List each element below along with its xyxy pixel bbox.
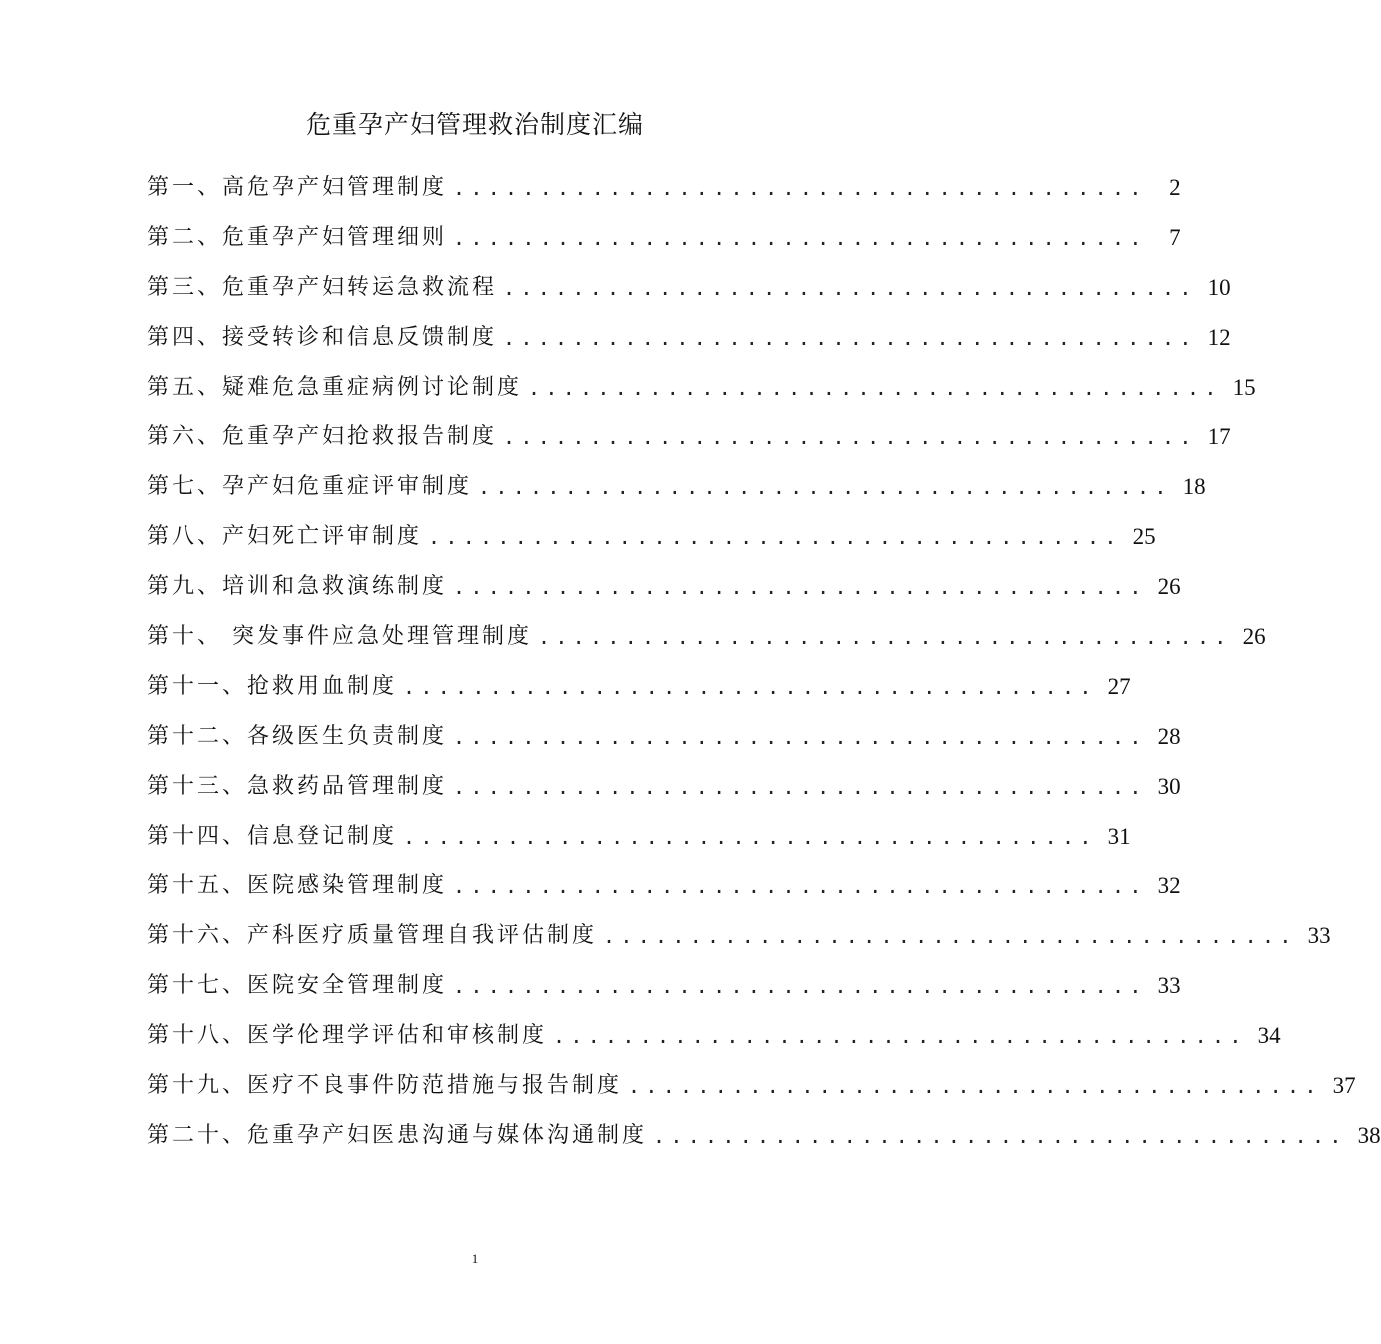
toc-entry-label: 第十四、信息登记制度 — [147, 823, 398, 849]
toc-dot-leader: ........................................ — [503, 325, 1197, 350]
toc-entry-page: 28 — [1157, 723, 1181, 749]
toc-entry[interactable] — [147, 662, 1131, 712]
toc-dot-leader: ........................................ — [453, 974, 1147, 999]
toc-dot-leader: ........................................ — [538, 624, 1232, 649]
toc-entry-page: 15 — [1232, 374, 1256, 400]
toc-entry-label: 第八、产妇死亡评审制度 — [147, 524, 423, 550]
document-title: 危重孕产妇管理救治制度汇编 — [305, 110, 644, 139]
toc-entry[interactable] — [147, 911, 1331, 961]
toc-entry-page: 37 — [1332, 1072, 1356, 1098]
toc-dot-leader: ........................................ — [503, 425, 1197, 450]
toc-entry-page: 27 — [1107, 673, 1131, 699]
toc-dot-leader: ........................................ — [553, 1024, 1247, 1049]
toc-entry-page: 18 — [1182, 474, 1206, 500]
toc-entry-page: 31 — [1107, 823, 1131, 849]
toc-entry[interactable] — [147, 612, 1266, 662]
toc-entry-label: 第十九、医疗不良事件防范措施与报告制度 — [147, 1072, 623, 1098]
toc-entry[interactable] — [147, 512, 1156, 562]
toc-entry-page: 25 — [1132, 524, 1156, 550]
toc-entry-page: 33 — [1307, 923, 1331, 949]
toc-entry-page: 26 — [1242, 623, 1266, 649]
table-of-contents — [147, 163, 1381, 1161]
toc-dot-leader: ........................................ — [453, 175, 1147, 200]
toc-entry[interactable] — [147, 961, 1181, 1011]
toc-entry-label: 第十八、医学伦理学评估和审核制度 — [147, 1023, 548, 1049]
toc-entry-label: 第九、培训和急救演练制度 — [147, 574, 448, 600]
toc-entry-label: 第六、危重孕产妇抢救报告制度 — [147, 424, 498, 450]
toc-dot-leader: ........................................ — [453, 724, 1147, 749]
toc-entry-label: 第十二、各级医生负责制度 — [147, 723, 448, 749]
toc-entry-label: 第十七、医院安全管理制度 — [147, 973, 448, 999]
toc-dot-leader: ........................................ — [453, 774, 1147, 799]
toc-entry[interactable] — [147, 1011, 1281, 1061]
toc-dot-leader: ........................................ — [653, 1123, 1347, 1148]
toc-entry[interactable] — [147, 562, 1181, 612]
toc-entry-page: 26 — [1157, 574, 1181, 600]
toc-entry-page: 12 — [1207, 324, 1231, 350]
toc-entry[interactable] — [147, 213, 1181, 263]
toc-entry-label: 第五、疑难危急重症病例讨论制度 — [147, 374, 523, 400]
toc-entry-label: 第十五、医院感染管理制度 — [147, 873, 448, 899]
page-number: 1 — [471, 1251, 479, 1266]
toc-dot-leader: ........................................ — [428, 525, 1122, 550]
toc-entry-label: 第十六、产科医疗质量管理自我评估制度 — [147, 923, 598, 949]
toc-entry-label: 第一、高危孕产妇管理制度 — [147, 174, 448, 200]
toc-entry-page: 34 — [1257, 1023, 1281, 1049]
toc-dot-leader: ........................................ — [478, 475, 1172, 500]
toc-entry-page: 30 — [1157, 773, 1181, 799]
toc-entry-page: 17 — [1207, 424, 1231, 450]
toc-entry-page: 33 — [1157, 973, 1181, 999]
toc-entry[interactable] — [147, 812, 1131, 862]
toc-entry-label: 第四、接受转诊和信息反馈制度 — [147, 324, 498, 350]
toc-entry-label: 第十三、急救药品管理制度 — [147, 773, 448, 799]
toc-entry[interactable] — [147, 712, 1181, 762]
toc-entry[interactable] — [147, 462, 1206, 512]
toc-entry-page: 10 — [1207, 274, 1231, 300]
toc-dot-leader: ........................................ — [628, 1073, 1322, 1098]
toc-entry-label: 第七、孕产妇危重症评审制度 — [147, 474, 473, 500]
toc-entry-page: 7 — [1169, 224, 1181, 250]
toc-entry-label: 第十一、抢救用血制度 — [147, 673, 398, 699]
toc-dot-leader: ........................................ — [453, 874, 1147, 899]
toc-entry[interactable] — [147, 313, 1231, 363]
toc-entry[interactable] — [147, 762, 1181, 812]
toc-entry-label: 第二、危重孕产妇管理细则 — [147, 224, 448, 250]
toc-entry[interactable] — [147, 363, 1256, 413]
toc-dot-leader: ........................................ — [403, 824, 1097, 849]
toc-entry-page: 38 — [1357, 1122, 1381, 1148]
toc-entry[interactable] — [147, 1061, 1356, 1111]
toc-entry-page: 2 — [1169, 174, 1181, 200]
toc-dot-leader: ........................................ — [403, 674, 1097, 699]
toc-dot-leader: ........................................ — [528, 375, 1222, 400]
toc-entry[interactable] — [147, 861, 1181, 911]
toc-dot-leader: ........................................ — [453, 225, 1147, 250]
toc-entry[interactable] — [147, 163, 1181, 213]
toc-entry-label: 第三、危重孕产妇转运急救流程 — [147, 274, 498, 300]
toc-entry-label: 第十、 突发事件应急处理管理制度 — [147, 623, 532, 649]
toc-entry[interactable] — [147, 412, 1231, 462]
toc-entry-page: 32 — [1157, 873, 1181, 899]
toc-dot-leader: ........................................ — [503, 275, 1197, 300]
toc-dot-leader: ........................................ — [453, 575, 1147, 600]
toc-entry-label: 第二十、危重孕产妇医患沟通与媒体沟通制度 — [147, 1122, 648, 1148]
toc-entry[interactable] — [147, 1111, 1381, 1161]
toc-dot-leader: ........................................ — [603, 924, 1297, 949]
toc-entry[interactable] — [147, 263, 1231, 313]
